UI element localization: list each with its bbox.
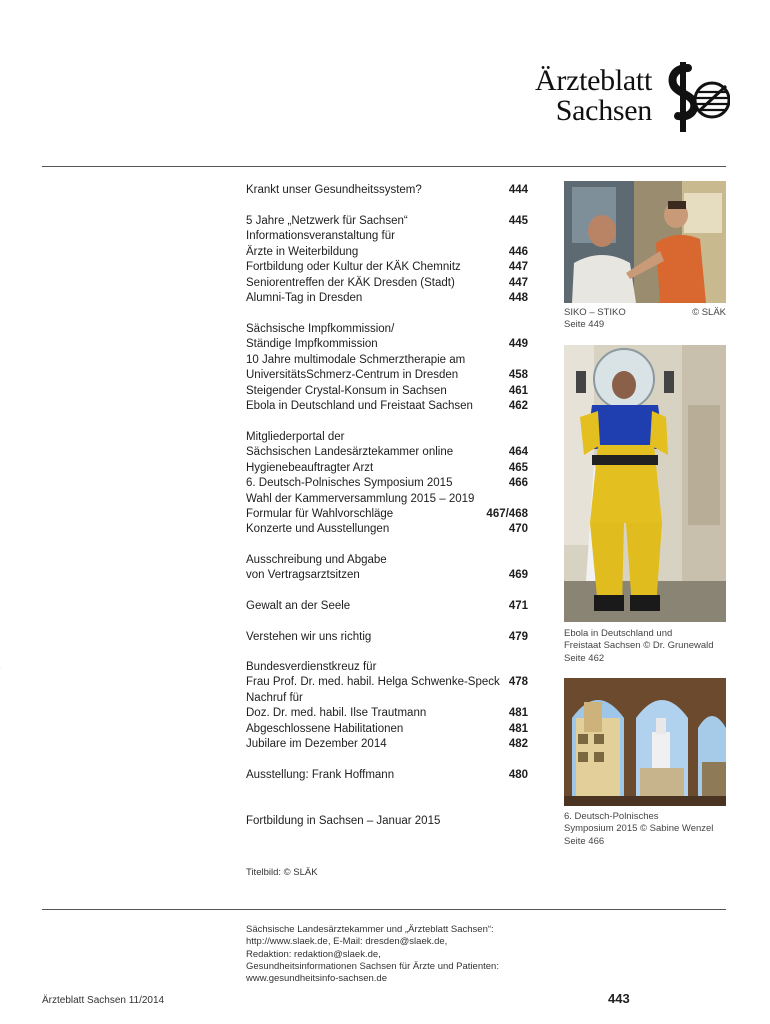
toc-entry-page: 445 <box>508 215 528 227</box>
toc-entry-title: 5 Jahre „Netzwerk für Sachsen“ <box>246 215 408 227</box>
toc-entry[interactable] <box>246 814 530 829</box>
toc-entry-page: 467/468 <box>486 507 528 520</box>
photo-vaccination <box>564 181 726 303</box>
photo-symposium-city <box>564 678 726 806</box>
toc-entry[interactable] <box>246 322 530 337</box>
toc-entry-page: 464 <box>508 446 528 459</box>
toc-entry[interactable] <box>246 399 530 414</box>
page-number: 443 <box>608 991 630 1006</box>
toc-entry[interactable] <box>246 507 530 522</box>
toc-entry[interactable] <box>246 522 530 537</box>
caption-line: Seite 462 <box>564 652 605 664</box>
toc-entry-title: Ärzte in Weiterbildung <box>246 245 359 258</box>
toc-entry-title: Abgeschlossene Habilitationen <box>246 722 404 735</box>
toc-entry-title: Ebola in Deutschland und Freistaat Sachsen <box>246 399 473 412</box>
bottom-divider <box>42 909 726 910</box>
toc-entry[interactable] <box>246 291 530 306</box>
toc-entry[interactable] <box>246 737 530 752</box>
journal-issue-footer: Ärzteblatt Sachsen 11/2014 <box>42 995 165 1006</box>
toc-entry-title: Alumni-Tag in Dresden <box>246 291 363 304</box>
toc-entry-title: Konzerte und Ausstellungen <box>246 523 390 536</box>
caption-line: Seite 466 <box>564 835 605 847</box>
toc-entry[interactable] <box>246 260 530 275</box>
toc-entry-page: 466 <box>508 477 528 490</box>
toc-entry-page: 478 <box>508 676 528 689</box>
toc-entry-title: Krankt unser Gesundheitssystem? <box>246 184 422 196</box>
toc-entry-title: Fortbildung oder Kultur der KÄK Chemnitz <box>246 261 461 274</box>
health-info-website-link[interactable]: www.gesundheitsinfo-sachsen.de <box>246 973 388 985</box>
caption-line: Ebola in Deutschland und <box>564 628 673 639</box>
toc-entry-page: 448 <box>508 291 528 304</box>
toc-entry-title: UniversitätsSchmerz-Centrum in Dresden <box>246 369 459 382</box>
masthead-title-line2: Sachsen <box>555 94 652 127</box>
toc-entry-page: 465 <box>508 461 528 474</box>
toc-entry[interactable] <box>246 476 530 491</box>
toc-entry-page: 444 <box>508 184 528 196</box>
toc-entry[interactable] <box>246 768 530 783</box>
toc-entry-title: 10 Jahre multimodale Schmerztherapie am <box>246 353 466 366</box>
toc-entry[interactable] <box>246 675 530 690</box>
toc-entry-title: von Vertragsarztsitzen <box>246 569 360 582</box>
toc-entry-title: Seniorentreffen der KÄK Dresden (Stadt) <box>246 276 455 289</box>
toc-entry[interactable] <box>246 445 530 460</box>
toc-entry[interactable] <box>246 461 530 476</box>
toc-entry[interactable] <box>246 353 530 368</box>
toc-entry[interactable] <box>246 245 530 260</box>
photo-ebola-suit <box>564 345 726 622</box>
toc-entry-page: 479 <box>508 631 528 643</box>
toc-entry-title: Informationsveranstaltung für <box>246 230 395 243</box>
toc-entry[interactable] <box>246 183 530 198</box>
toc-entry[interactable] <box>246 691 530 706</box>
toc-entry[interactable] <box>246 599 530 614</box>
toc-entry-page: 449 <box>508 338 528 351</box>
toc-entry-title: Jubilare im Dezember 2014 <box>246 737 387 750</box>
masthead-title-line1: Ärzteblatt <box>535 64 652 97</box>
toc-entry-title: Ständige Impfkommission <box>246 338 378 351</box>
toc-entry[interactable] <box>246 368 530 383</box>
toc-entry-title: Frau Prof. Dr. med. habil. Helga Schwenke-Speck <box>246 676 500 689</box>
toc-entry[interactable] <box>246 384 530 399</box>
toc-entry-title: Steigender Crystal-Konsum in Sachsen <box>246 384 447 397</box>
photo-caption-ebola <box>564 628 726 665</box>
toc-entry[interactable] <box>246 276 530 291</box>
publisher-website-link[interactable]: http://www.slaek.de, E-Mail: dresden@slaek.de, <box>246 936 448 948</box>
toc-entry-page: 447 <box>508 261 528 274</box>
editorial-email-link[interactable]: Redaktion: redaktion@slaek.de, <box>246 948 381 960</box>
toc-entry[interactable] <box>246 229 530 244</box>
toc-entry-page: 447 <box>508 276 528 289</box>
caption-line: SIKO – STIKO <box>564 307 626 318</box>
toc-entry-page: 462 <box>508 399 528 412</box>
toc-entry[interactable] <box>246 660 530 675</box>
toc-entry[interactable] <box>246 430 530 445</box>
caption-line: 6. Deutsch-Polnisches <box>564 811 659 822</box>
publisher-info <box>246 924 499 985</box>
toc-entry-title: 6. Deutsch-Polnisches Symposium 2015 <box>246 477 453 490</box>
toc-entry-page: 458 <box>508 369 528 382</box>
toc-entry[interactable] <box>246 568 530 583</box>
masthead-logo <box>514 62 730 132</box>
photo-caption-symposium <box>564 811 726 848</box>
publisher-info-line: Gesundheitsinformationen Sachsen für Ärzte und Patienten: <box>246 960 499 972</box>
toc-entry-title: Verstehen wir uns richtig <box>246 631 372 643</box>
toc-entry-page: 481 <box>508 707 528 720</box>
photo-caption-vaccination <box>564 307 726 332</box>
toc-entry-page: 446 <box>508 245 528 258</box>
toc-entry-title: Mitgliederportal der <box>246 431 345 443</box>
toc-entry-title: Hygienebeauftragter Arzt <box>246 461 374 474</box>
toc-entry-title: Formular für Wahlvorschläge <box>246 507 394 520</box>
caption-line: Freistaat Sachsen © Dr. Grunewald <box>564 640 714 652</box>
toc-entry-title: Sächsische Impfkommission/ <box>246 323 395 335</box>
caption-credit: © SLÄK <box>692 307 726 318</box>
toc-entry-title: Fortbildung in Sachsen – Januar 2015 <box>246 815 441 827</box>
toc-entry-page: 482 <box>508 737 528 750</box>
toc-entry-title: Wahl der Kammerversammlung 2015 – 2019 <box>246 492 475 505</box>
toc-entry[interactable] <box>246 492 530 507</box>
toc-entry-page: 480 <box>508 769 528 781</box>
cover-image-credit: Titelbild: © SLÄK <box>246 867 318 878</box>
toc-entry-page: 471 <box>508 600 528 612</box>
toc-entry[interactable] <box>246 706 530 721</box>
toc-entry[interactable] <box>246 630 530 645</box>
toc-entry-title: Gewalt an der Seele <box>246 600 351 612</box>
caption-line: Seite 449 <box>564 319 605 331</box>
toc-entry-title: Sächsischen Landesärztekammer online <box>246 446 454 459</box>
toc-entry-title: Ausschreibung und Abgabe <box>246 554 387 566</box>
caption-line: Symposium 2015 © Sabine Wenzel <box>564 823 714 835</box>
toc-entry[interactable] <box>246 214 530 229</box>
top-divider <box>42 166 726 167</box>
publisher-info-line: Sächsische Landesärztekammer und „Ärzteblatt Sachsen“: <box>246 924 494 935</box>
toc-entry[interactable] <box>246 722 530 737</box>
toc-entry-page: 469 <box>508 569 528 582</box>
toc-entry-page: 470 <box>508 523 528 536</box>
toc-entry-title: Ausstellung: Frank Hoffmann <box>246 769 395 781</box>
toc-entry-title: Nachruf für <box>246 691 303 704</box>
toc-entry-title: Doz. Dr. med. habil. Ilse Trautmann <box>246 707 427 720</box>
saxony-coat-of-arms-icon <box>660 62 730 132</box>
toc-entry-page: 461 <box>508 384 528 397</box>
toc-entry-page: 481 <box>508 722 528 735</box>
toc-entry[interactable] <box>246 337 530 352</box>
toc-entry[interactable] <box>246 553 530 568</box>
toc-entry-title: Bundesverdienstkreuz für <box>246 661 377 673</box>
